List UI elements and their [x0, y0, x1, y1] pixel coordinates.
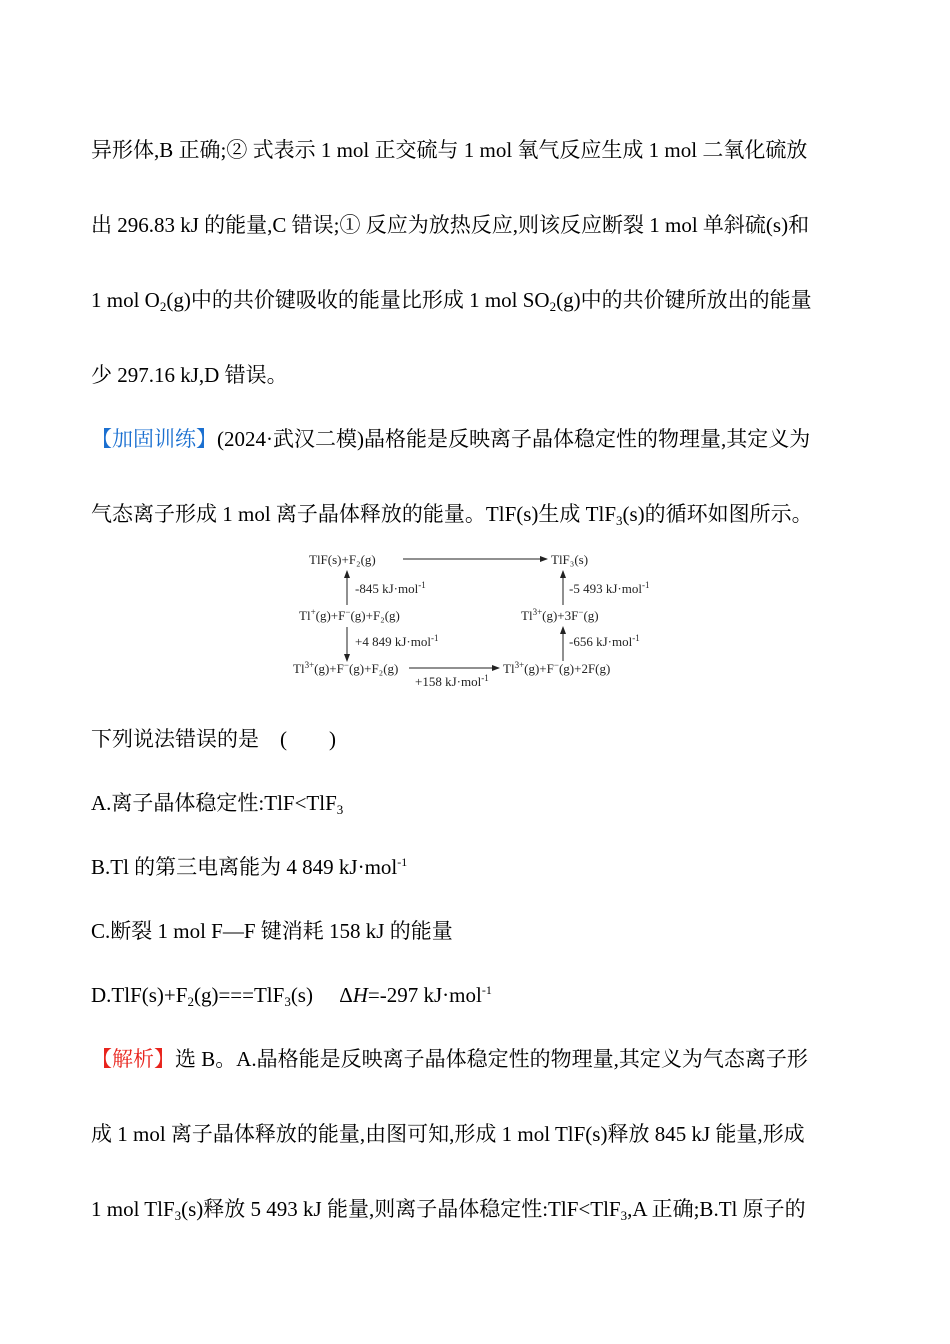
label-158: +158 kJ·mol$^{-1}$: [415, 673, 489, 689]
analysis-line-1: 【解析】选 B。A.晶格能是反映离子晶体稳定性的物理量,其定义为气态离子形: [91, 1047, 808, 1071]
text-line-2: 出 296.83 kJ 的能量,C 错误;① 反应为放热反应,则该反应断裂 1 mol 单斜硫(s)和: [91, 213, 810, 237]
bottom-right-species: $Tl^{3+}(g)+F^-(g)+2F(g)$: [503, 660, 611, 676]
bottom-left-species: $Tl^{3+}(g)+F^-(g)+F_2(g)$: [293, 660, 399, 676]
born-haber-cycle-diagram: [285, 545, 665, 695]
text-line-4: 少 297.16 kJ,D 错误。: [91, 363, 288, 387]
mid-left-species: Tl+(g)+F−(g)+F₂(g): [299, 607, 400, 623]
label-845: -845 kJ·mol$^{-1}$: [355, 580, 426, 596]
text-line-6: 气态离子形成 1 mol 离子晶体释放的能量。TlF(s)生成 TlF$_3$(s)的循环如图所示。: [91, 502, 813, 528]
mid-right-species: $Tl^{3+}(g)+3F^-(g)$: [521, 607, 599, 623]
analysis-line-2: 成 1 mol 离子晶体释放的能量,由图可知,形成 1 mol TlF(s)释放 845 kJ 能量,形成: [91, 1122, 805, 1146]
label-656: -656 kJ·mol$^{-1}$: [569, 633, 640, 649]
option-b: B.Tl 的第三电离能为 4 849 kJ·mol$^{-1}$: [91, 855, 408, 879]
practice-heading: 【加固训练】(2024·武汉二模)晶格能是反映离子晶体稳定性的物理量,其定义为: [91, 427, 811, 451]
label-5493: -5 493 kJ·mol$^{-1}$: [569, 580, 650, 596]
text-line-1: 异形体,B 正确;② 式表示 1 mol 正交硫与 1 mol 氧气反应生成 1 mol 二氧化硫放: [91, 138, 808, 162]
top-right-species: TlF₃(s): [551, 552, 589, 567]
question-stem: 下列说法错误的是 ( ): [91, 727, 336, 751]
option-d: $D.TlF(s)+F_2(g)===TlF_3(s)$ ΔH=-297 kJ·mol$^{-1}$: [91, 983, 492, 1009]
analysis-tag: 【解析】: [91, 1047, 175, 1071]
text-line-3: 1 mol $O_2(g)$中的共价键吸收的能量比形成 1 mol $SO_2(g)$中的共价键所放出的能量: [91, 288, 812, 314]
option-c: C.断裂 1 mol F—F 键消耗 158 kJ 的能量: [91, 919, 453, 943]
top-left-species: TlF(s)+F₂(g): [309, 552, 376, 567]
label-4849: +4 849 kJ·mol$^{-1}$: [355, 633, 439, 649]
analysis-line-3: 1 mol TlF$_3$(s)释放 5 493 kJ 能量,则离子晶体稳定性:TlF<TlF$_3$,A 正确;B.Tl 原子的: [91, 1197, 806, 1223]
option-a: A.离子晶体稳定性:TlF<TlF$_3$: [91, 791, 344, 817]
practice-tag: 【加固训练】: [91, 427, 217, 451]
